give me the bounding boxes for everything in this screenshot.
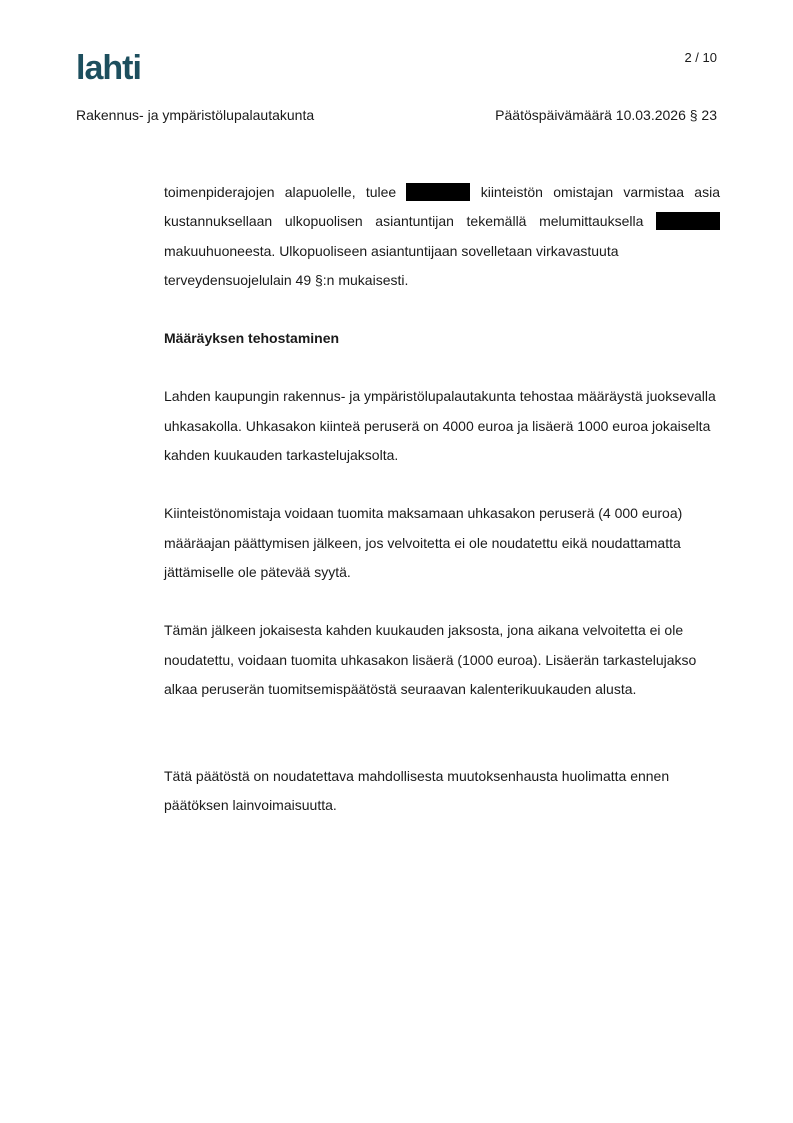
- committee-name: Rakennus- ja ympäristölupalautakunta: [76, 107, 315, 123]
- decision-date: Päätöspäivämäärä 10.03.2026 § 23: [495, 107, 717, 123]
- paragraph-base-amount: Kiinteistönomistaja voidaan tuomita maksamaan uhkasakon peruserä (4 000 euroa) määräajan päättymisen jälkeen, jos velvoitetta ei ole noudatettu eikä noudattamatta jättämiselle ole pätevää syytä.: [164, 505, 683, 580]
- p1-text-a: toimenpiderajojen alapuolelle, tulee: [164, 184, 397, 200]
- p1-text-b: kiinteistön omistajan varmistaa asia: [480, 184, 720, 200]
- paragraph-penalty-payment: Lahden kaupungin rakennus- ja ympäristölupalautakunta tehostaa määräystä juoksevalla uhkasakolla. Uhkasakon kiinteä peruserä on 4000 euroa ja lisäerä 1000 euroa jokaiselta kahden kuukauden tarkastelujaksolta.: [164, 388, 716, 464]
- lahti-logo: [76, 49, 168, 88]
- section-heading: Määräyksen tehostaminen: [164, 330, 340, 347]
- lahti-logo-mark: [76, 49, 168, 83]
- document-body: [164, 178, 720, 821]
- p1-text-d: makuuhuoneesta. Ulkopuoliseen asiantuntijaan sovelletaan virkavastuuta terveydensuojelulain 49 §:n mukaisesti.: [164, 242, 619, 288]
- paragraph-additional-amount: Tämän jälkeen jokaisesta kahden kuukauden jaksosta, jona aikana velvoitetta ei ole noudatettu, voidaan tuomita uhkasakon lisäerä (1000 euroa). Lisäerän tarkastelujakso alkaa peruserän tuomitsemispäätöstä seuraavan kalenterikuukauden alusta.: [164, 622, 697, 697]
- paragraph-noise-measurement: [164, 178, 720, 295]
- p1-text-c: kustannuksellaan ulkopuolisen asiantuntijan tekemällä melumittauksella: [164, 213, 644, 230]
- page-number: 2 / 10: [684, 50, 717, 65]
- svg-text:lahti: lahti: [76, 49, 141, 83]
- redaction-block: [406, 183, 470, 201]
- redaction-block: [656, 212, 720, 230]
- paragraph-enforcement: Tätä päätöstä on noudatettava mahdollisesta muutoksenhausta huolimatta ennen päätöksen lainvoimaisuutta.: [164, 768, 670, 814]
